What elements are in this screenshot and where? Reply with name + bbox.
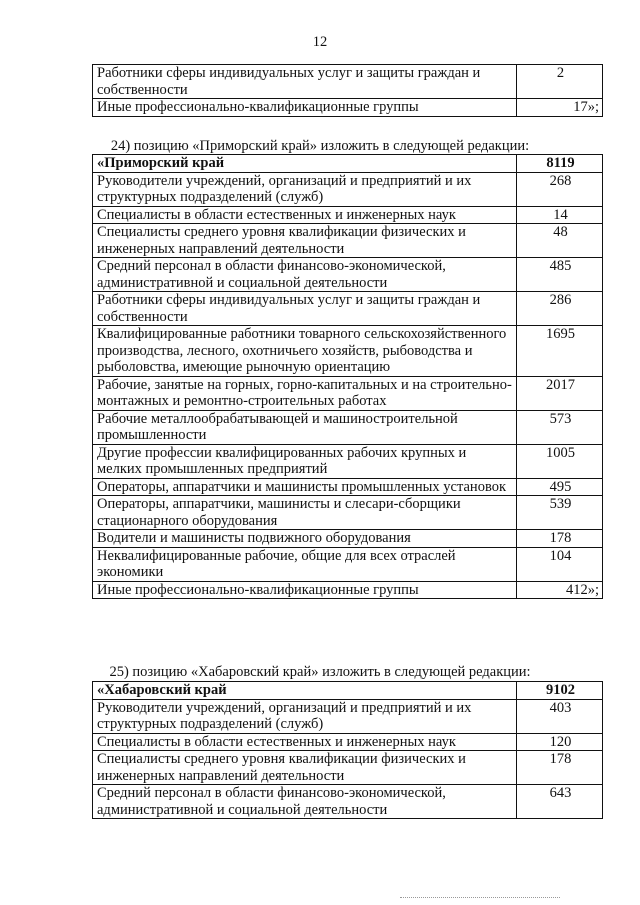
page-number: 12 — [312, 34, 328, 50]
row-label: Работники сферы индивидуальных услуг и защиты граждан и собственности — [93, 65, 517, 99]
region-row — [93, 155, 603, 173]
table-row — [93, 99, 603, 117]
table-row — [93, 530, 603, 548]
row-value: 14 — [517, 206, 603, 224]
table-row — [93, 785, 603, 819]
table-row — [93, 172, 603, 206]
row-value: 2017 — [517, 376, 603, 410]
section-25-heading: 25) позицию «Хабаровский край» изложить в следующей редакции: — [109, 664, 531, 680]
table-row — [93, 751, 603, 785]
row-label: Руководители учреждений, организаций и предприятий и их структурных подразделений (служб) — [93, 172, 517, 206]
row-value: 120 — [517, 733, 603, 751]
row-value: 495 — [517, 478, 603, 496]
table-row — [93, 444, 603, 478]
row-value: 412»; — [517, 581, 603, 599]
row-value: 17»; — [517, 99, 603, 117]
region-label: «Приморский край — [93, 155, 517, 173]
row-value: 1695 — [517, 326, 603, 377]
table-row — [93, 496, 603, 530]
table-row — [93, 733, 603, 751]
table-row — [93, 206, 603, 224]
table-row — [93, 224, 603, 258]
table-row — [93, 547, 603, 581]
row-value: 178 — [517, 530, 603, 548]
row-label: Специалисты в области естественных и инженерных наук — [93, 206, 517, 224]
table-row — [93, 699, 603, 733]
row-label: Специалисты в области естественных и инженерных наук — [93, 733, 517, 751]
region-row — [93, 682, 603, 700]
row-label: Неквалифицированные рабочие, общие для всех отраслей экономики — [93, 547, 517, 581]
table-row — [93, 292, 603, 326]
table-primorsky — [92, 154, 603, 599]
row-value: 403 — [517, 699, 603, 733]
region-label: «Хабаровский край — [93, 682, 517, 700]
row-label: Операторы, аппаратчики и машинисты промышленных установок — [93, 478, 517, 496]
table-row — [93, 326, 603, 377]
row-label: Операторы, аппаратчики, машинисты и слесари-сборщики стационарного оборудования — [93, 496, 517, 530]
row-value: 268 — [517, 172, 603, 206]
table-row — [93, 478, 603, 496]
row-label: Специалисты среднего уровня квалификации физических и инженерных направлений деятельности — [93, 751, 517, 785]
row-label: Рабочие металлообрабатывающей и машиностроительной промышленности — [93, 410, 517, 444]
row-label: Иные профессионально-квалификационные группы — [93, 99, 517, 117]
table-row — [93, 376, 603, 410]
region-total: 9102 — [517, 682, 603, 700]
row-value: 48 — [517, 224, 603, 258]
table-continuation — [92, 64, 603, 117]
row-value: 2 — [517, 65, 603, 99]
row-label: Средний персонал в области финансово-экономической, административной и социальной деятельности — [93, 258, 517, 292]
row-label: Работники сферы индивидуальных услуг и защиты граждан и собственности — [93, 292, 517, 326]
row-label: Руководители учреждений, организаций и предприятий и их структурных подразделений (служб) — [93, 699, 517, 733]
region-total: 8119 — [517, 155, 603, 173]
table-row — [93, 410, 603, 444]
row-value: 178 — [517, 751, 603, 785]
row-label: Специалисты среднего уровня квалификации физических и инженерных направлений деятельности — [93, 224, 517, 258]
row-label: Средний персонал в области финансово-экономической, административной и социальной деятельности — [93, 785, 517, 819]
table-row — [93, 65, 603, 99]
scan-artifact — [400, 897, 560, 900]
row-value: 286 — [517, 292, 603, 326]
row-label: Водители и машинисты подвижного оборудования — [93, 530, 517, 548]
table-row — [93, 581, 603, 599]
row-value: 643 — [517, 785, 603, 819]
table-row — [93, 258, 603, 292]
row-value: 104 — [517, 547, 603, 581]
row-label: Квалифицированные работники товарного сельскохозяйственного производства, лесного, охотничьего хозяйств, рыбоводства и рыболовства, имеющие рыночную ориентацию — [93, 326, 517, 377]
row-label: Другие профессии квалифицированных рабочих крупных и мелких промышленных предприятий — [93, 444, 517, 478]
table-khabarovsk — [92, 681, 603, 819]
row-label: Иные профессионально-квалификационные группы — [93, 581, 517, 599]
section-24-heading: 24) позицию «Приморский край» изложить в следующей редакции: — [110, 138, 530, 154]
row-value: 485 — [517, 258, 603, 292]
row-label: Рабочие, занятые на горных, горно-капитальных и на строительно-монтажных и ремонтно-строительных работах — [93, 376, 517, 410]
row-value: 539 — [517, 496, 603, 530]
row-value: 573 — [517, 410, 603, 444]
row-value: 1005 — [517, 444, 603, 478]
